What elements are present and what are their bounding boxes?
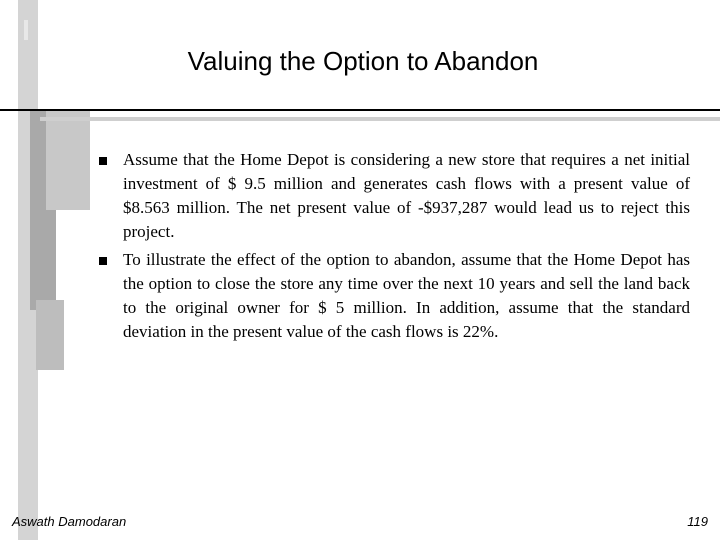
page-number: 119 [687, 514, 708, 529]
bullet-item [96, 248, 690, 344]
bullet-list [96, 148, 690, 348]
title-divider [0, 109, 720, 111]
bullet-text: Assume that the Home Depot is considering a new store that requires a net initial investment of $ 9.5 million and generates cash flows with a present value of $8.563 million. The net present value of -$937,287 would lead us to reject this project. [123, 150, 690, 241]
square-bullet-icon [99, 257, 107, 265]
slide-title: Valuing the Option to Abandon [187, 46, 539, 76]
title-divider-shadow [40, 117, 720, 121]
bullet-text: To illustrate the effect of the option to abandon, assume that the Home Depot has the option to close the store any time over the next 10 years and sell the land back to the original owner for $ 5 million. In addition, assume that the standard deviation in the present value of the cash flows is 22%. [123, 250, 690, 341]
footer-author: Aswath Damodaran [12, 514, 127, 529]
bullet-item [96, 148, 690, 244]
decorative-bar [24, 20, 28, 40]
decorative-bar [46, 110, 90, 210]
square-bullet-icon [99, 157, 107, 165]
decorative-bar [36, 300, 64, 370]
